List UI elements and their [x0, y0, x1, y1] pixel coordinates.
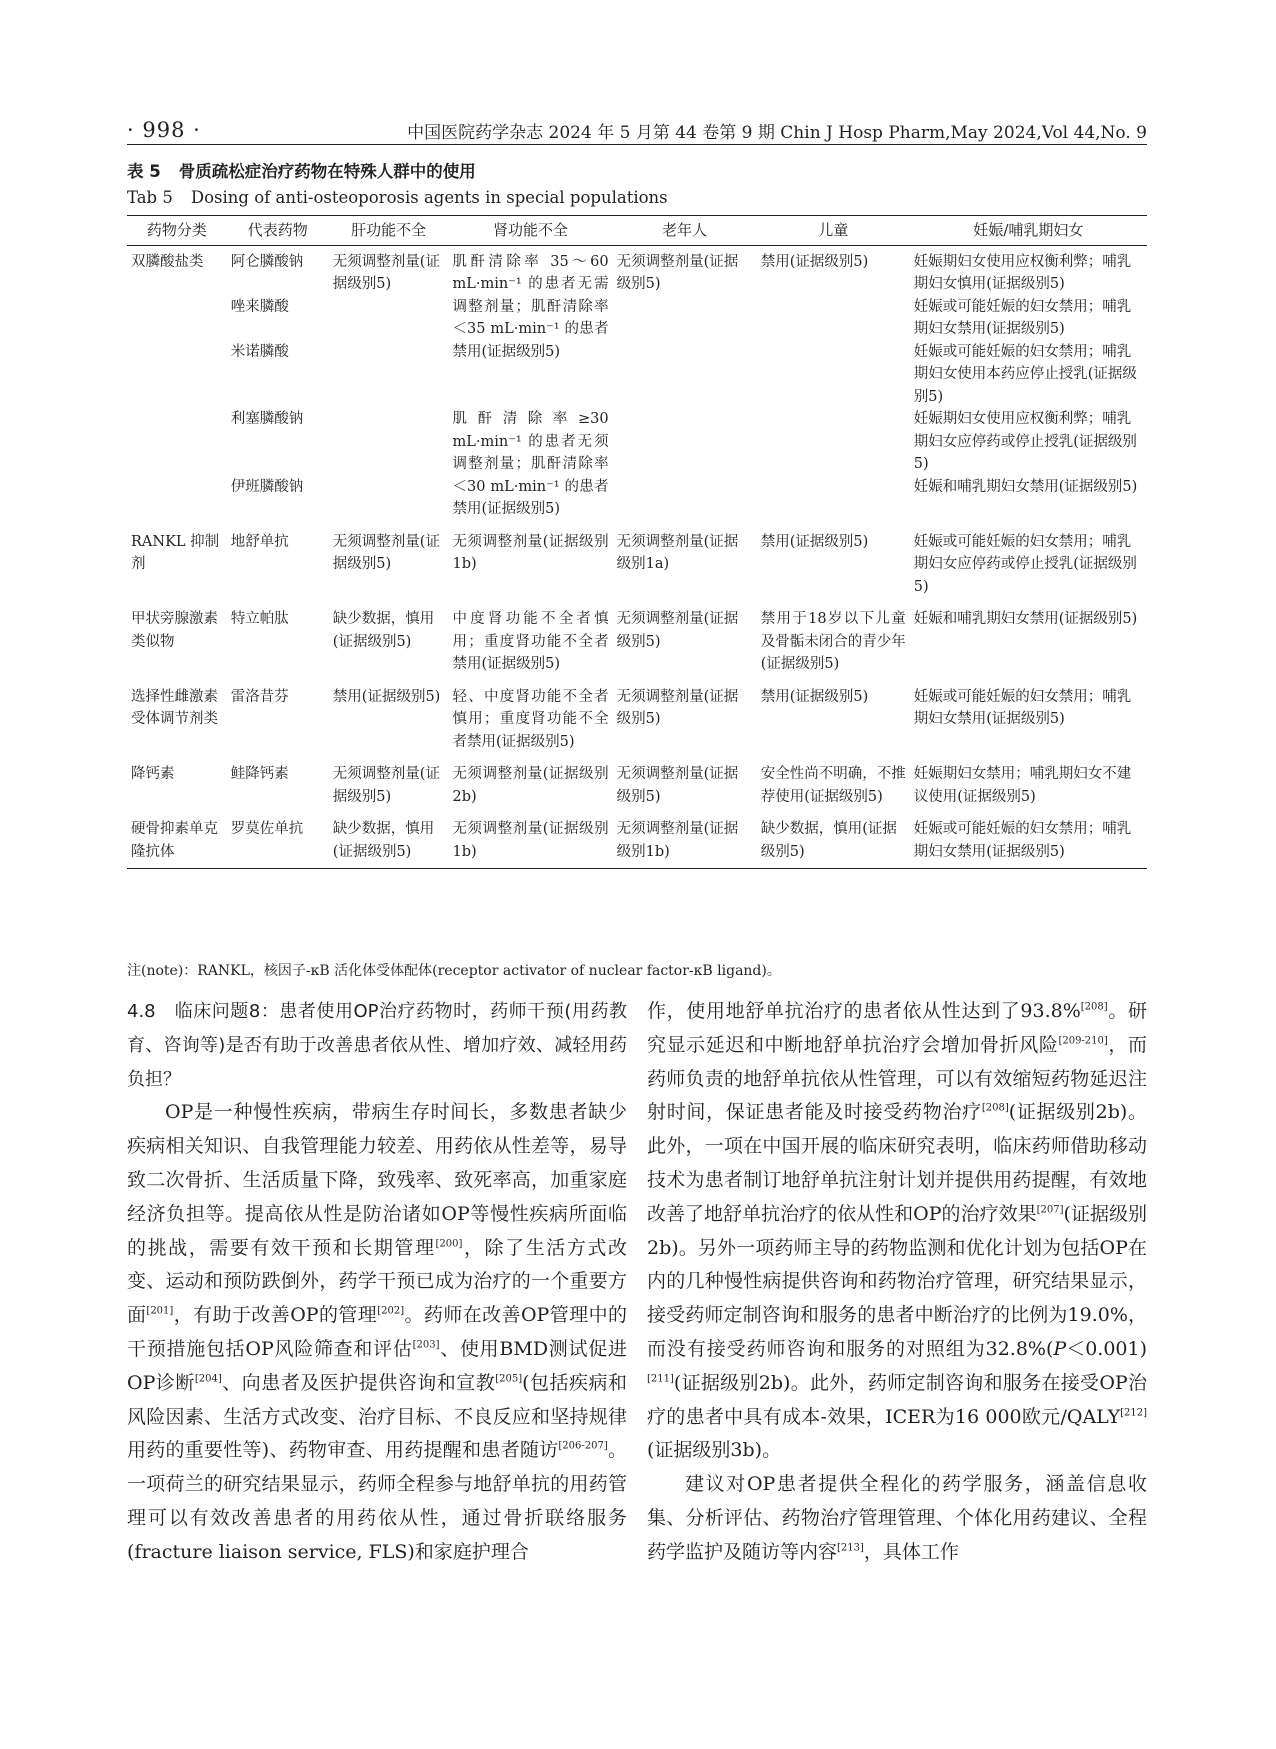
liver-dosing: 无须调整剂量(证据级别5)	[332, 253, 440, 292]
col-header-drug: 代表药物	[227, 216, 329, 246]
children-cell: 安全性尚不明确，不推荐使用(证据级别5)	[760, 766, 906, 805]
body-paragraph: 作，使用地舒单抗治疗的患者依从性达到了93.8%[208]。研究显示延迟和中断地舒单抗治疗会增加骨折风险[209-210]，而药师负责的地舒单抗依从性管理，可以有效缩短药物延迟注射时间，保证患者能及时接受药物治疗[208](证据级别2b)。此外，一项在中国开展的临床研究表明，临床药师借助移动技术为患者制订地舒单抗注射计划并提供用药提醒，有效地改善了地舒单抗治疗的依从性和OP的治疗效果[207](证据级别2b)。另外一项药师主导的药物监测和优化计划为包括OP在内的几种慢性病提供咨询和药物治疗管理，研究结果显示，接受药师定制咨询和服务的患者中断治疗的比例为19.0%，而没有接受药师咨询和服务的对照组为32.8%(P＜0.001)[211](证据级别2b)。此外，药师定制咨询和服务在接受OP治疗的患者中具有成本-效果，ICER为16 000欧元/QALY[212](证据级别3b)。	[647, 1000, 1147, 1462]
elderly-dosing: 无须调整剂量(证据级别5)	[616, 253, 739, 292]
pregnancy-cell: 妊娠或可能妊娠的妇女禁用；哺乳期妇女应停药或停止授乳(证据级别5)	[913, 533, 1137, 595]
pregnancy-cell: 妊娠期妇女禁用；哺乳期妇女不建议使用(证据级别5)	[913, 766, 1132, 805]
citation: [206-207]	[558, 1441, 608, 1453]
drug-class-cell	[127, 245, 227, 526]
table-row	[127, 526, 1147, 604]
left-column	[127, 995, 627, 1570]
citation: [211]	[647, 1373, 674, 1385]
drug-name: 米诺膦酸	[230, 343, 289, 360]
body-paragraph: OP是一种慢性疾病，带病生存时间长，多数患者缺少疾病相关知识、自我管理能力较差、用药依从性差等，易导致二次骨折、生活质量下降，致残率、致死率高，加重家庭经济负担等。提高依从性是防治诸如OP等慢性疾病所面临的挑战，需要有效干预和长期管理[200]，除了生活方式改变、运动和预防跌倒外，药学干预已成为治疗的一个重要方面[201]，有助于改善OP的管理[202]。药师在改善OP管理中的干预措施包括OP风险筛查和评估[203]、使用BMD测试促进OP诊断[204]、向患者及医护提供咨询和宣教[205](包括疾病和风险因素、生活方式改变、治疗目标、不良反应和坚持规律用药的重要性等)、药物审查、用药提醒和患者随访[206-207]。一项荷兰的研究结果显示，药师全程参与地舒单抗的用药管理可以有效改善患者的用药依从性，通过骨折联络服务(fracture liaison service, FLS)和家庭护理合	[127, 1101, 627, 1563]
drug-class-cell: 甲状旁腺激素类似物	[131, 611, 218, 650]
citation: [207]	[1036, 1204, 1064, 1216]
drug-name: 伊班膦酸钠	[230, 478, 304, 495]
drug-cell: 鲑降钙素	[230, 766, 289, 782]
body-paragraph: 建议对OP患者提供全程化的药学服务，涵盖信息收集、分析评估、药物治疗管理管理、个体化用药建议、全程药学监护及随访等内容[213]，具体工作	[647, 1473, 1147, 1563]
elderly-cell: 无须调整剂量(证据级别5)	[616, 611, 739, 650]
drug-name: 利塞膦酸钠	[230, 411, 304, 427]
table-row	[127, 681, 1147, 759]
table-header-row	[127, 216, 1147, 246]
col-header-pregnancy: 妊娠/哺乳期妇女	[910, 216, 1147, 246]
kidney-cell	[449, 245, 613, 526]
pregnancy-cell: 妊娠或可能妊娠的妇女禁用；哺乳期妇女禁用(证据级别5)	[913, 688, 1132, 727]
citation: [208]	[1080, 1001, 1108, 1013]
elderly-cell: 无须调整剂量(证据级别1a)	[616, 533, 739, 572]
page-header	[127, 116, 1147, 146]
table-row	[127, 245, 1147, 526]
children-cell: 缺少数据，慎用(证据级别5)	[757, 813, 910, 869]
citation: [209-210]	[1058, 1035, 1108, 1047]
drug-cell: 地舒单抗	[230, 533, 289, 550]
liver-cell	[329, 245, 449, 526]
liver-cell: 禁用(证据级别5)	[332, 688, 441, 705]
citation: [204]	[194, 1373, 222, 1385]
liver-cell: 无须调整剂量(证据级别5)	[332, 766, 440, 805]
citation: [200]	[435, 1238, 463, 1250]
drug-cell: 特立帕肽	[230, 611, 289, 627]
drug-class-cell: 降钙素	[131, 766, 175, 782]
citation: [202]	[377, 1305, 405, 1317]
drug-name: 阿仑膦酸钠	[230, 253, 304, 270]
citation: [212]	[1120, 1407, 1147, 1419]
table-note: 注(note)：RANKL，核因子-κB 活化体受体配体(receptor activator of nuclear factor-κB ligand)。	[127, 963, 781, 979]
right-column	[647, 995, 1147, 1570]
table-row	[127, 758, 1147, 813]
citation: [201]	[146, 1305, 174, 1317]
citation: [203]	[412, 1339, 440, 1351]
table-row	[127, 603, 1147, 681]
children-cell: 禁用于18岁以下儿童及骨骺未闭合的青少年(证据级别5)	[760, 611, 906, 672]
pregnancy-cell	[910, 245, 1147, 526]
citation: [208]	[981, 1103, 1009, 1115]
col-header-children: 儿童	[757, 216, 910, 246]
drug-cell: 罗莫佐单抗	[227, 813, 329, 869]
section-heading: 4.8 临床问题8：患者使用OP治疗药物时，药师干预(用药教育、咨询等)是否有助于改善患者依从性、增加疗效、减轻用药负担？	[127, 1001, 627, 1090]
table-number-en: Tab 5	[127, 188, 173, 207]
elderly-cell: 无须调整剂量(证据级别1b)	[613, 813, 757, 869]
children-cell: 禁用(证据级别5)	[760, 688, 869, 705]
page-number: · 998 ·	[127, 118, 201, 142]
citation: [205]	[495, 1373, 523, 1385]
elderly-cell: 无须调整剂量(证据级别5)	[616, 766, 739, 805]
table-caption-en	[127, 188, 668, 207]
pregnancy-dosing: 妊娠和哺乳期妇女禁用(证据级别5)	[913, 478, 1138, 495]
drug-cell	[227, 245, 329, 526]
pregnancy-dosing: 妊娠期妇女使用应权衡利弊；哺乳期妇女应停药或停止授乳(证据级别5)	[913, 411, 1137, 472]
elderly-cell	[613, 245, 757, 526]
kidney-cell: 中度肾功能不全者慎用；重度肾功能不全者禁用(证据级别5)	[452, 611, 609, 672]
pregnancy-cell: 妊娠或可能妊娠的妇女禁用；哺乳期妇女禁用(证据级别5)	[910, 813, 1147, 869]
table-title-en: Dosing of anti-osteoporosis agents in special populations	[190, 188, 668, 207]
drug-class-cell: RANKL 抑制剂	[131, 533, 220, 572]
children-dosing: 禁用(证据级别5)	[760, 253, 869, 270]
kidney-cell: 轻、中度肾功能不全者慎用；重度肾功能不全者禁用(证据级别5)	[452, 688, 609, 750]
table-row	[127, 813, 1147, 869]
kidney-dosing: 肌酐清除率 35～60 mL·min⁻¹ 的患者无需调整剂量；肌酐清除率＜35 mL·min⁻¹ 的患者禁用(证据级别5)	[452, 253, 609, 360]
kidney-cell: 无须调整剂量(证据级别1b)	[452, 533, 609, 572]
drug-class-cell: 选择性雌激素受体调节剂类	[131, 688, 218, 727]
table-caption-cn	[127, 158, 476, 182]
col-header-class: 药物分类	[127, 216, 227, 246]
col-header-liver: 肝功能不全	[329, 216, 449, 246]
kidney-dosing: 肌酐清除率≥30 mL·min⁻¹ 的患者无须调整剂量；肌酐清除率＜30 mL·min⁻¹ 的患者禁用(证据级别5)	[452, 411, 609, 517]
pregnancy-cell: 妊娠和哺乳期妇女禁用(证据级别5)	[913, 611, 1138, 627]
table-title-cn: 骨质疏松症治疗药物在特殊人群中的使用	[178, 162, 476, 181]
header-rule	[127, 144, 1147, 145]
citation: [213]	[837, 1542, 864, 1554]
children-cell	[757, 245, 910, 526]
drug-name: 唑来膦酸	[230, 298, 289, 315]
pregnancy-dosing: 妊娠期妇女使用应权衡利弊；哺乳期妇女慎用(证据级别5)	[913, 253, 1132, 292]
dosing-table	[127, 215, 1147, 869]
liver-cell: 缺少数据，慎用(证据级别5)	[332, 611, 435, 650]
col-header-elderly: 老年人	[613, 216, 757, 246]
journal-running-title: 中国医院药学杂志 2024 年 5 月第 44 卷第 9 期 Chin J Hosp Pharm,May 2024,Vol 44,No. 9	[407, 123, 1147, 143]
drug-class: 双膦酸盐类	[131, 253, 204, 270]
pregnancy-dosing: 妊娠或可能妊娠的妇女禁用；哺乳期妇女使用本药应停止授乳(证据级别5)	[913, 343, 1137, 405]
pregnancy-dosing: 妊娠或可能妊娠的妇女禁用；哺乳期妇女禁用(证据级别5)	[913, 298, 1132, 337]
drug-cell: 雷洛昔芬	[230, 688, 289, 705]
p-value-symbol: P	[1053, 1337, 1067, 1360]
drug-class-cell: 硬骨抑素单克隆抗体	[127, 813, 227, 869]
children-cell: 禁用(证据级别5)	[760, 533, 869, 550]
liver-cell: 缺少数据，慎用(证据级别5)	[329, 813, 449, 869]
table-number-cn: 表 5	[127, 162, 161, 181]
kidney-cell: 无须调整剂量(证据级别1b)	[449, 813, 613, 869]
kidney-cell: 无须调整剂量(证据级别2b)	[452, 766, 609, 805]
elderly-cell: 无须调整剂量(证据级别5)	[616, 688, 739, 727]
col-header-kidney: 肾功能不全	[449, 216, 613, 246]
liver-cell: 无须调整剂量(证据级别5)	[332, 533, 440, 572]
